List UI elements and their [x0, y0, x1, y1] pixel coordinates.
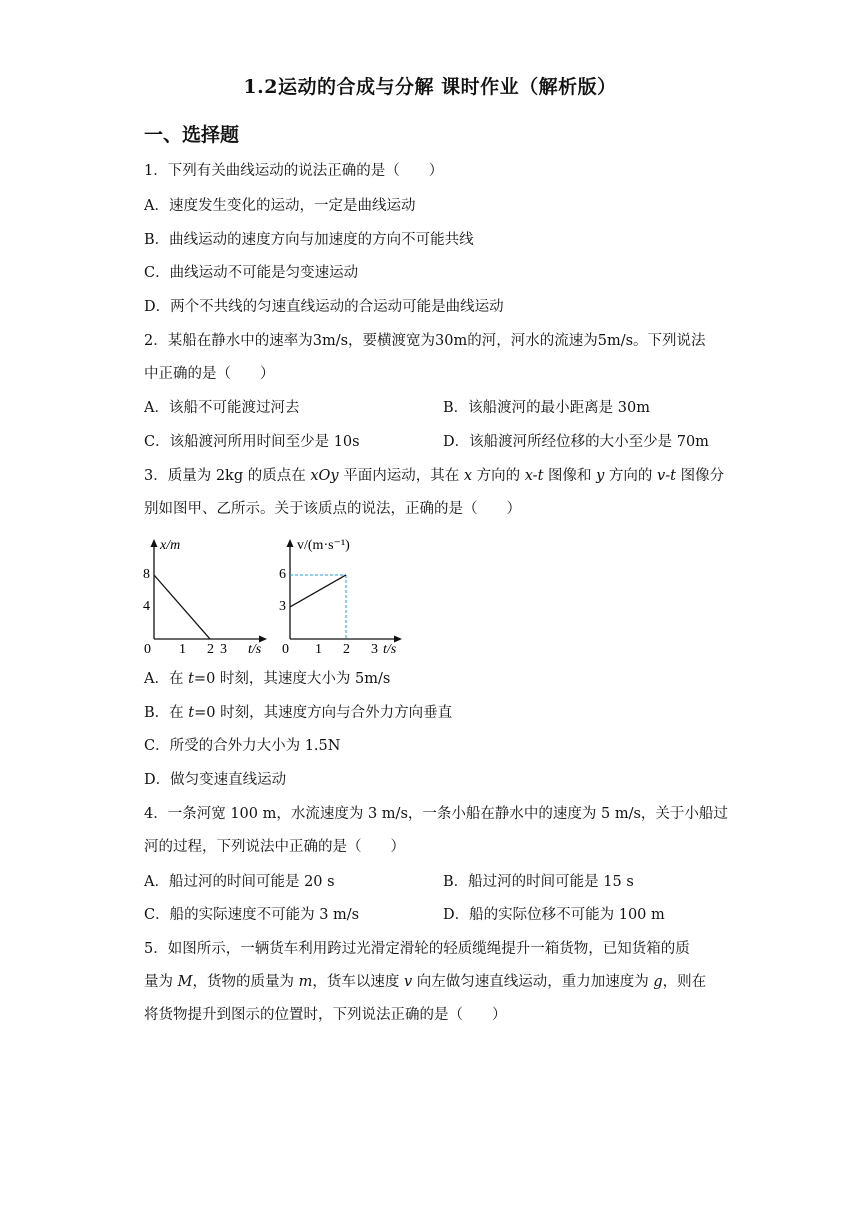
q5-stem-line3: 将货物提升到图示的位置时，下列说法正确的是（ ）	[144, 1007, 507, 1023]
q2-option-c: C．该船渡河所用时间至少是 10s	[144, 434, 360, 450]
q4-option-b: B．船过河的时间可能是 15 s	[443, 874, 634, 890]
vt-y-tick-3: 3	[279, 599, 286, 614]
vt-x-tick-3: 3	[371, 642, 378, 657]
xt-y-arrow	[151, 539, 158, 547]
section-title: 一、选择题	[144, 124, 240, 146]
q3-stem-line2: 别如图甲、乙所示。关于该质点的说法，正确的是（ ）	[144, 501, 521, 517]
vt-series-line	[290, 575, 346, 607]
xt-y-tick-8: 8	[143, 567, 150, 582]
q2-stem-line2: 中正确的是（ ）	[144, 366, 275, 382]
vt-x-tick-0: 0	[282, 642, 289, 657]
q2-option-b: B．该船渡河的最小距离是 30m	[443, 400, 650, 416]
q4-option-d: D．船的实际位移不可能为 100 m	[443, 907, 665, 923]
q2-option-a: A．该船不可能渡过河去	[144, 400, 300, 416]
xt-x-tick-2: 2	[207, 642, 214, 657]
q4-option-a: A．船过河的时间可能是 20 s	[144, 874, 335, 890]
q1-option-b: B．曲线运动的速度方向与加速度的方向不可能共线	[144, 232, 474, 248]
xt-y-label: x/m	[160, 538, 181, 553]
q1-stem: 1．下列有关曲线运动的说法正确的是（ ）	[144, 163, 444, 179]
q1-option-d: D．两个不共线的匀速直线运动的合运动可能是曲线运动	[144, 299, 504, 315]
q1-option-a: A．速度发生变化的运动，一定是曲线运动	[144, 198, 416, 214]
xt-x-tick-3: 3	[220, 642, 227, 657]
xt-x-label: t/s	[248, 642, 262, 657]
q3-option-c: C．所受的合外力大小为 1.5N	[144, 738, 341, 754]
vt-y-tick-6: 6	[279, 567, 286, 582]
xt-series-line	[154, 575, 210, 639]
xt-x-tick-0: 0	[144, 642, 151, 657]
q3-option-d: D．做匀变速直线运动	[144, 772, 287, 788]
q3-option-a: A．在 t=0 时刻，其速度大小为 5m/s	[144, 671, 391, 687]
xt-graph	[140, 533, 270, 658]
vt-x-label: t/s	[383, 642, 397, 657]
q2-option-d: D．该船渡河所经位移的大小至少是 70m	[443, 434, 709, 450]
q4-stem-line2: 河的过程，下列说法中正确的是（ ）	[144, 839, 405, 855]
q5-stem-line1: 5．如图所示，一辆货车利用跨过光滑定滑轮的轻质缆绳提升一箱货物，已知货箱的质	[144, 941, 690, 957]
q1-option-c: C．曲线运动不可能是匀变速运动	[144, 265, 359, 281]
vt-y-arrow	[287, 539, 294, 547]
xt-y-tick-4: 4	[143, 599, 150, 614]
q5-stem-line2: 量为 M，货物的质量为 m，货车以速度 v 向左做匀速直线运动，重力加速度为 g，则在	[144, 974, 707, 990]
page-title: 1.2运动的合成与分解 课时作业（解析版）	[243, 76, 617, 98]
vt-graph	[275, 533, 415, 658]
xt-x-tick-1: 1	[179, 642, 186, 657]
q3-option-b: B．在 t=0 时刻，其速度方向与合外力方向垂直	[144, 705, 453, 721]
q4-option-c: C．船的实际速度不可能为 3 m/s	[144, 907, 360, 923]
vt-x-tick-2: 2	[343, 642, 350, 657]
q3-stem-line1: 3．质量为 2kg 的质点在 xOy 平面内运动，其在 x 方向的 x-t 图像和 y 方向的 v-t 图像分	[144, 468, 725, 484]
q2-stem-line1: 2．某船在静水中的速率为3m/s，要横渡宽为30m的河，河水的流速为5m/s。下列说法	[144, 333, 706, 349]
q4-stem-line1: 4．一条河宽 100 m，水流速度为 3 m/s，一条小船在静水中的速度为 5 m/s，关于小船过	[144, 806, 728, 822]
vt-y-label: v/(m·s⁻¹)	[297, 538, 350, 553]
vt-x-tick-1: 1	[315, 642, 322, 657]
